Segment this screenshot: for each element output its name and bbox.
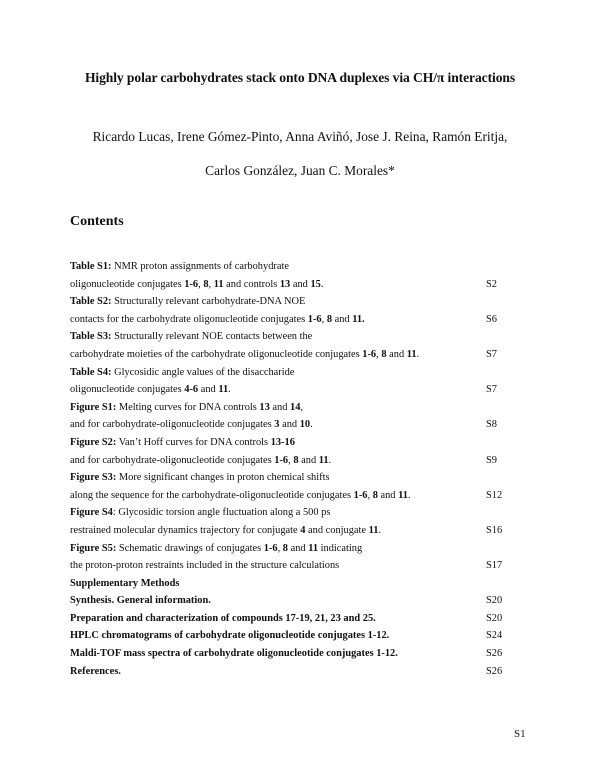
toc-text-segment: ,	[277, 542, 283, 554]
toc-text-segment: and	[386, 348, 407, 360]
toc-text-segment: 13	[259, 401, 270, 413]
toc-text-segment: 11	[218, 384, 229, 396]
toc-entry	[70, 434, 540, 452]
toc-text-segment: contacts for the carbohydrate oligonucleotide conjugates	[70, 313, 308, 325]
toc-entry-text	[70, 311, 365, 329]
toc-text-segment: : Glycosidic torsion angle fluctuation along a 500 ps	[112, 507, 331, 519]
toc-text-segment: 1-6	[184, 278, 199, 290]
toc-text-segment: Structurally relevant carbohydrate-DNA NOE	[111, 296, 306, 308]
toc-text-segment: More significant changes in proton chemical shifts	[116, 472, 330, 484]
toc-text-segment: 4	[300, 524, 306, 536]
toc-entry-text	[70, 293, 305, 311]
toc-entry	[70, 399, 540, 417]
toc-page-number: S26	[486, 648, 503, 660]
toc-page-number: S24	[486, 630, 503, 642]
toc-text-segment: Van’t Hoff curves for DNA controls	[116, 436, 271, 448]
toc-entry	[70, 663, 540, 681]
toc-text-segment: NMR proton assignments of carbohydrate	[111, 261, 289, 272]
toc-text-segment: .	[228, 384, 231, 396]
authors-line-2: Carlos González, Juan C. Morales*	[205, 163, 395, 178]
toc-text-segment: 8	[381, 348, 387, 360]
toc-entry	[70, 416, 540, 434]
toc-text-segment: and	[290, 278, 311, 290]
toc-text-segment: Preparation and characterization of compounds 17-19, 21, 23 and 25.	[70, 612, 376, 624]
toc-entry	[70, 346, 540, 364]
toc-entry	[70, 381, 540, 399]
toc-text-segment: Figure S3:	[70, 472, 117, 484]
toc-text-segment: Figure S5:	[70, 542, 117, 554]
toc-entry-text	[70, 487, 411, 505]
toc-text-segment: Maldi-TOF mass spectra of carbohydrate oligonucleotide conjugates 1-12.	[70, 648, 398, 660]
toc-text-segment: ,	[300, 401, 304, 413]
toc-text-segment: .	[320, 278, 324, 290]
toc-text-segment: and controls	[223, 278, 280, 290]
toc-page-number: S9	[486, 454, 497, 466]
toc-text-segment: 1-6	[274, 454, 289, 466]
toc-text-segment: ,	[321, 313, 327, 325]
toc-entry	[70, 627, 540, 645]
toc-text-segment: 4-6	[184, 384, 199, 396]
toc-page-number: S7	[486, 384, 497, 396]
authors-line-1: Ricardo Lucas, Irene Gómez-Pinto, Anna Aviñó, Jose J. Reina, Ramón Eritja,	[92, 129, 508, 144]
toc-entry	[70, 469, 540, 487]
toc-text-segment: 1-6	[362, 348, 377, 360]
toc-entry-text	[70, 328, 312, 346]
toc-text-segment: 15	[310, 278, 321, 290]
toc-entry-text	[70, 276, 323, 294]
toc-entry-text	[70, 592, 211, 610]
toc-text-segment: 13-16	[270, 436, 295, 448]
toc-page-number: S6	[486, 313, 497, 325]
toc-entry	[70, 276, 540, 294]
toc-text-segment: 8	[326, 313, 333, 325]
toc-text-segment: and	[377, 489, 399, 501]
toc-text-segment: and for carbohydrate-oligonucleotide conjugates	[70, 454, 275, 466]
toc-text-segment: Synthesis. General information.	[70, 595, 211, 607]
toc-text-segment: restrained molecular dynamics trajectory for conjugate	[70, 524, 301, 536]
toc-text-segment: .	[378, 524, 382, 536]
toc-entry	[70, 504, 540, 522]
toc-entry	[70, 258, 540, 276]
toc-text-segment: and	[198, 384, 219, 396]
toc-text-segment: HPLC chromatograms of carbohydrate oligonucleotide conjugates 1-12.	[70, 630, 390, 642]
toc-text-segment: 13	[279, 278, 291, 290]
toc-text-segment: ,	[208, 278, 214, 290]
toc-text-segment: .	[407, 489, 411, 501]
toc-page-number: S20	[486, 612, 503, 624]
toc-text-segment: 8	[203, 278, 209, 290]
toc-page-number: S12	[486, 489, 503, 501]
toc-page-number: S2	[486, 278, 497, 290]
toc-entry-text	[70, 645, 398, 663]
toc-entry	[70, 487, 540, 505]
toc-text-segment: and conjugate	[305, 524, 369, 536]
toc-text-segment: carbohydrate moieties of the carbohydrate oligonucleotide conjugates	[70, 348, 363, 360]
toc-entry-text	[70, 504, 330, 522]
toc-text-segment: and for carbohydrate-oligonucleotide conjugates	[70, 419, 275, 431]
toc-text-segment: oligonucleotide conjugates	[70, 384, 185, 396]
toc-text-segment: 8	[372, 489, 378, 501]
toc-entry-text	[70, 627, 389, 645]
toc-text-segment: along the sequence for the carbohydrate-oligonucleotide conjugates	[70, 489, 354, 501]
toc-text-segment: ,	[288, 454, 294, 466]
toc-text-segment: Glycosidic angle values of the disaccharide	[111, 366, 295, 378]
toc-text-segment: Melting curves for DNA controls	[116, 401, 260, 413]
toc-text-segment: and	[288, 542, 309, 554]
toc-entry	[70, 610, 540, 628]
toc-text-segment: oligonucleotide conjugates	[70, 278, 185, 290]
toc-entry	[70, 540, 540, 558]
toc-text-segment: and	[269, 401, 291, 413]
table-of-contents	[70, 258, 540, 680]
toc-page-number: S16	[486, 524, 503, 536]
toc-entry-text	[70, 399, 303, 417]
toc-entry-text	[70, 540, 362, 558]
toc-text-segment: .	[416, 348, 420, 360]
toc-entry	[70, 645, 540, 663]
toc-text-segment: 11	[318, 454, 329, 466]
paper-title: Highly polar carbohydrates stack onto DNA duplexes via CH/π interactions	[84, 70, 516, 85]
toc-entry-text	[70, 381, 231, 399]
toc-entry	[70, 557, 540, 575]
toc-text-segment: 14	[290, 401, 301, 413]
toc-entry	[70, 364, 540, 382]
toc-text-segment: 11.	[352, 313, 365, 325]
toc-text-segment: Figure S4	[70, 507, 113, 519]
toc-text-segment: 3	[274, 419, 280, 431]
toc-text-segment: 11	[308, 542, 319, 554]
toc-entry-text	[70, 575, 179, 593]
toc-text-segment: Table S1:	[70, 261, 112, 272]
toc-page-number: S17	[486, 560, 503, 572]
toc-page-number: S8	[486, 419, 497, 431]
toc-entry	[70, 522, 540, 540]
toc-entry-text	[70, 610, 376, 628]
toc-text-segment: 11	[213, 278, 224, 290]
toc-text-segment: 1-6	[307, 313, 322, 325]
toc-text-segment: 10	[299, 419, 311, 431]
toc-text-segment: ,	[367, 489, 373, 501]
toc-entry-text	[70, 258, 289, 276]
toc-text-segment: 8	[282, 542, 288, 554]
toc-text-segment: and	[298, 454, 319, 466]
toc-entry	[70, 293, 540, 311]
toc-text-segment: 11	[398, 489, 408, 501]
toc-page-number: S20	[486, 595, 503, 607]
toc-entry-text	[70, 416, 313, 434]
toc-text-segment: 8	[293, 454, 299, 466]
toc-text-segment: Table S4:	[70, 366, 112, 378]
toc-text-segment: ,	[198, 278, 204, 290]
toc-text-segment: Supplementary Methods	[70, 577, 180, 589]
toc-text-segment: the proton-proton restraints included in the structure calculations	[70, 560, 340, 572]
toc-text-segment: Schematic drawings of conjugates	[116, 542, 264, 554]
toc-entry	[70, 452, 540, 470]
contents-heading: Contents	[70, 214, 124, 229]
toc-entry-text	[70, 522, 381, 540]
toc-entry-text	[70, 557, 339, 575]
toc-text-segment: and	[279, 419, 300, 431]
toc-page-number: S7	[486, 348, 497, 360]
toc-text-segment: .	[310, 419, 313, 431]
toc-entry-text	[70, 346, 419, 364]
toc-entry	[70, 592, 540, 610]
toc-entry-text	[70, 452, 331, 470]
toc-text-segment: ,	[376, 348, 382, 360]
toc-page-number: S26	[486, 665, 503, 677]
toc-text-segment: Figure S2:	[70, 436, 117, 448]
toc-text-segment: 11	[406, 348, 417, 360]
toc-text-segment: .	[328, 454, 332, 466]
toc-text-segment: Table S2:	[70, 296, 112, 308]
toc-entry-text	[70, 434, 295, 452]
page-number: S1	[514, 728, 526, 740]
toc-text-segment: References.	[70, 665, 121, 677]
toc-text-segment: indicating	[318, 542, 363, 554]
toc-entry-text	[70, 364, 294, 382]
toc-entry	[70, 311, 540, 329]
toc-text-segment: Figure S1:	[70, 401, 117, 413]
toc-entry	[70, 328, 540, 346]
toc-text-segment: Table S3:	[70, 331, 112, 343]
toc-entry-text	[70, 469, 330, 487]
toc-text-segment: and	[332, 313, 353, 325]
toc-text-segment: 1-6	[263, 542, 278, 554]
toc-text-segment: Structurally relevant NOE contacts between the	[111, 331, 313, 343]
toc-entry	[70, 575, 540, 593]
toc-text-segment: 1-6	[353, 489, 368, 501]
toc-entry-text	[70, 663, 121, 681]
toc-text-segment: 11	[368, 524, 379, 536]
